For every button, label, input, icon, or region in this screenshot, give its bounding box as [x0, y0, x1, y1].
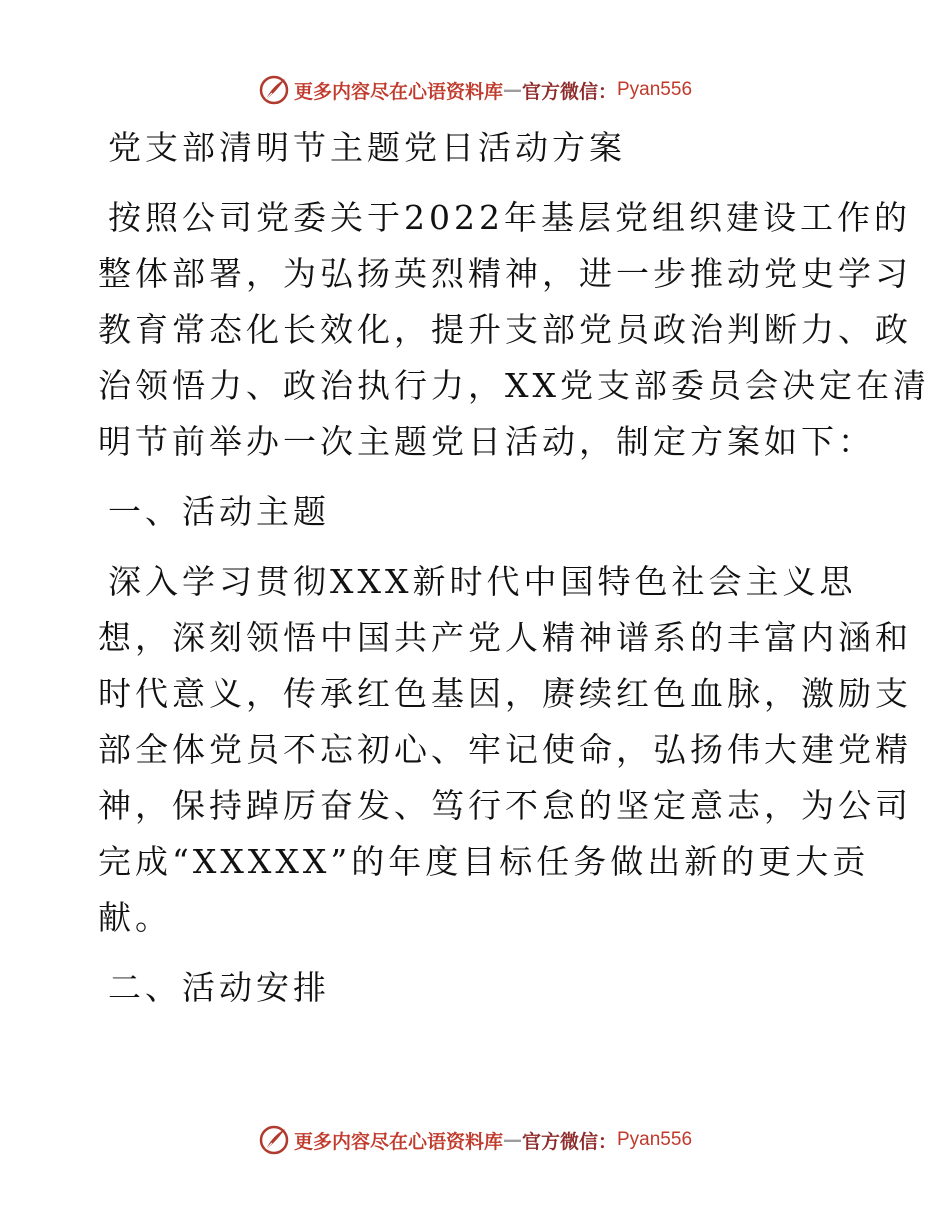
- paragraph-line: 神，保持踔厉奋发、笃行不怠的坚定意志，为公司: [98, 786, 912, 825]
- paragraph-line: 献。: [98, 898, 172, 937]
- watermark-label: 官方微信：: [521, 1130, 617, 1153]
- paragraph-line: 深入学习贯彻XXX新时代中国特色社会主义思: [108, 562, 857, 601]
- theme-paragraph: [98, 554, 912, 946]
- paragraph-line: 完成“XXXXX”的年度目标任务做出新的更大贡: [98, 842, 870, 881]
- watermark-label: 官方微信：: [521, 80, 617, 103]
- intro-paragraph: [98, 190, 930, 470]
- header-watermark: [0, 70, 950, 110]
- watermark-account: Pyan556: [617, 1129, 693, 1150]
- paragraph-line: 明节前举办一次主题党日活动，制定方案如下：: [98, 422, 875, 461]
- paragraph-line: 部全体党员不忘初心、牢记使命，弘扬伟大建党精: [98, 730, 912, 769]
- watermark-account: Pyan556: [617, 79, 693, 100]
- section-heading-arrangement: 二、活动安排: [108, 968, 330, 1007]
- paragraph-line: 按照公司党委关于2022年基层党组织建设工作的: [108, 198, 911, 237]
- watermark-text: 更多内容尽在心语资料库: [293, 80, 503, 103]
- paragraph-line: 想，深刻领悟中国共产党人精神谱系的丰富内涵和: [98, 618, 912, 657]
- paragraph-line: 治领悟力、政治执行力，XX党支部委员会决定在清: [98, 366, 930, 405]
- paragraph-line: 教育常态化长效化，提升支部党员政治判断力、政: [98, 310, 912, 349]
- paragraph-line: 时代意义，传承红色基因，赓续红色血脉，激励支: [98, 674, 912, 713]
- watermark-separator: —: [502, 79, 522, 101]
- footer-watermark: [0, 1120, 950, 1160]
- document-body: [98, 120, 930, 1016]
- document-title: 党支部清明节主题党日活动方案: [108, 128, 626, 167]
- section-heading-theme: 一、活动主题: [108, 492, 330, 531]
- feather-pen-logo-icon: [258, 1124, 290, 1156]
- watermark-text: 更多内容尽在心语资料库: [293, 1130, 503, 1153]
- paragraph-line: 整体部署，为弘扬英烈精神，进一步推动党史学习: [98, 254, 912, 293]
- feather-pen-logo-icon: [258, 74, 290, 106]
- watermark-separator: —: [502, 1129, 522, 1151]
